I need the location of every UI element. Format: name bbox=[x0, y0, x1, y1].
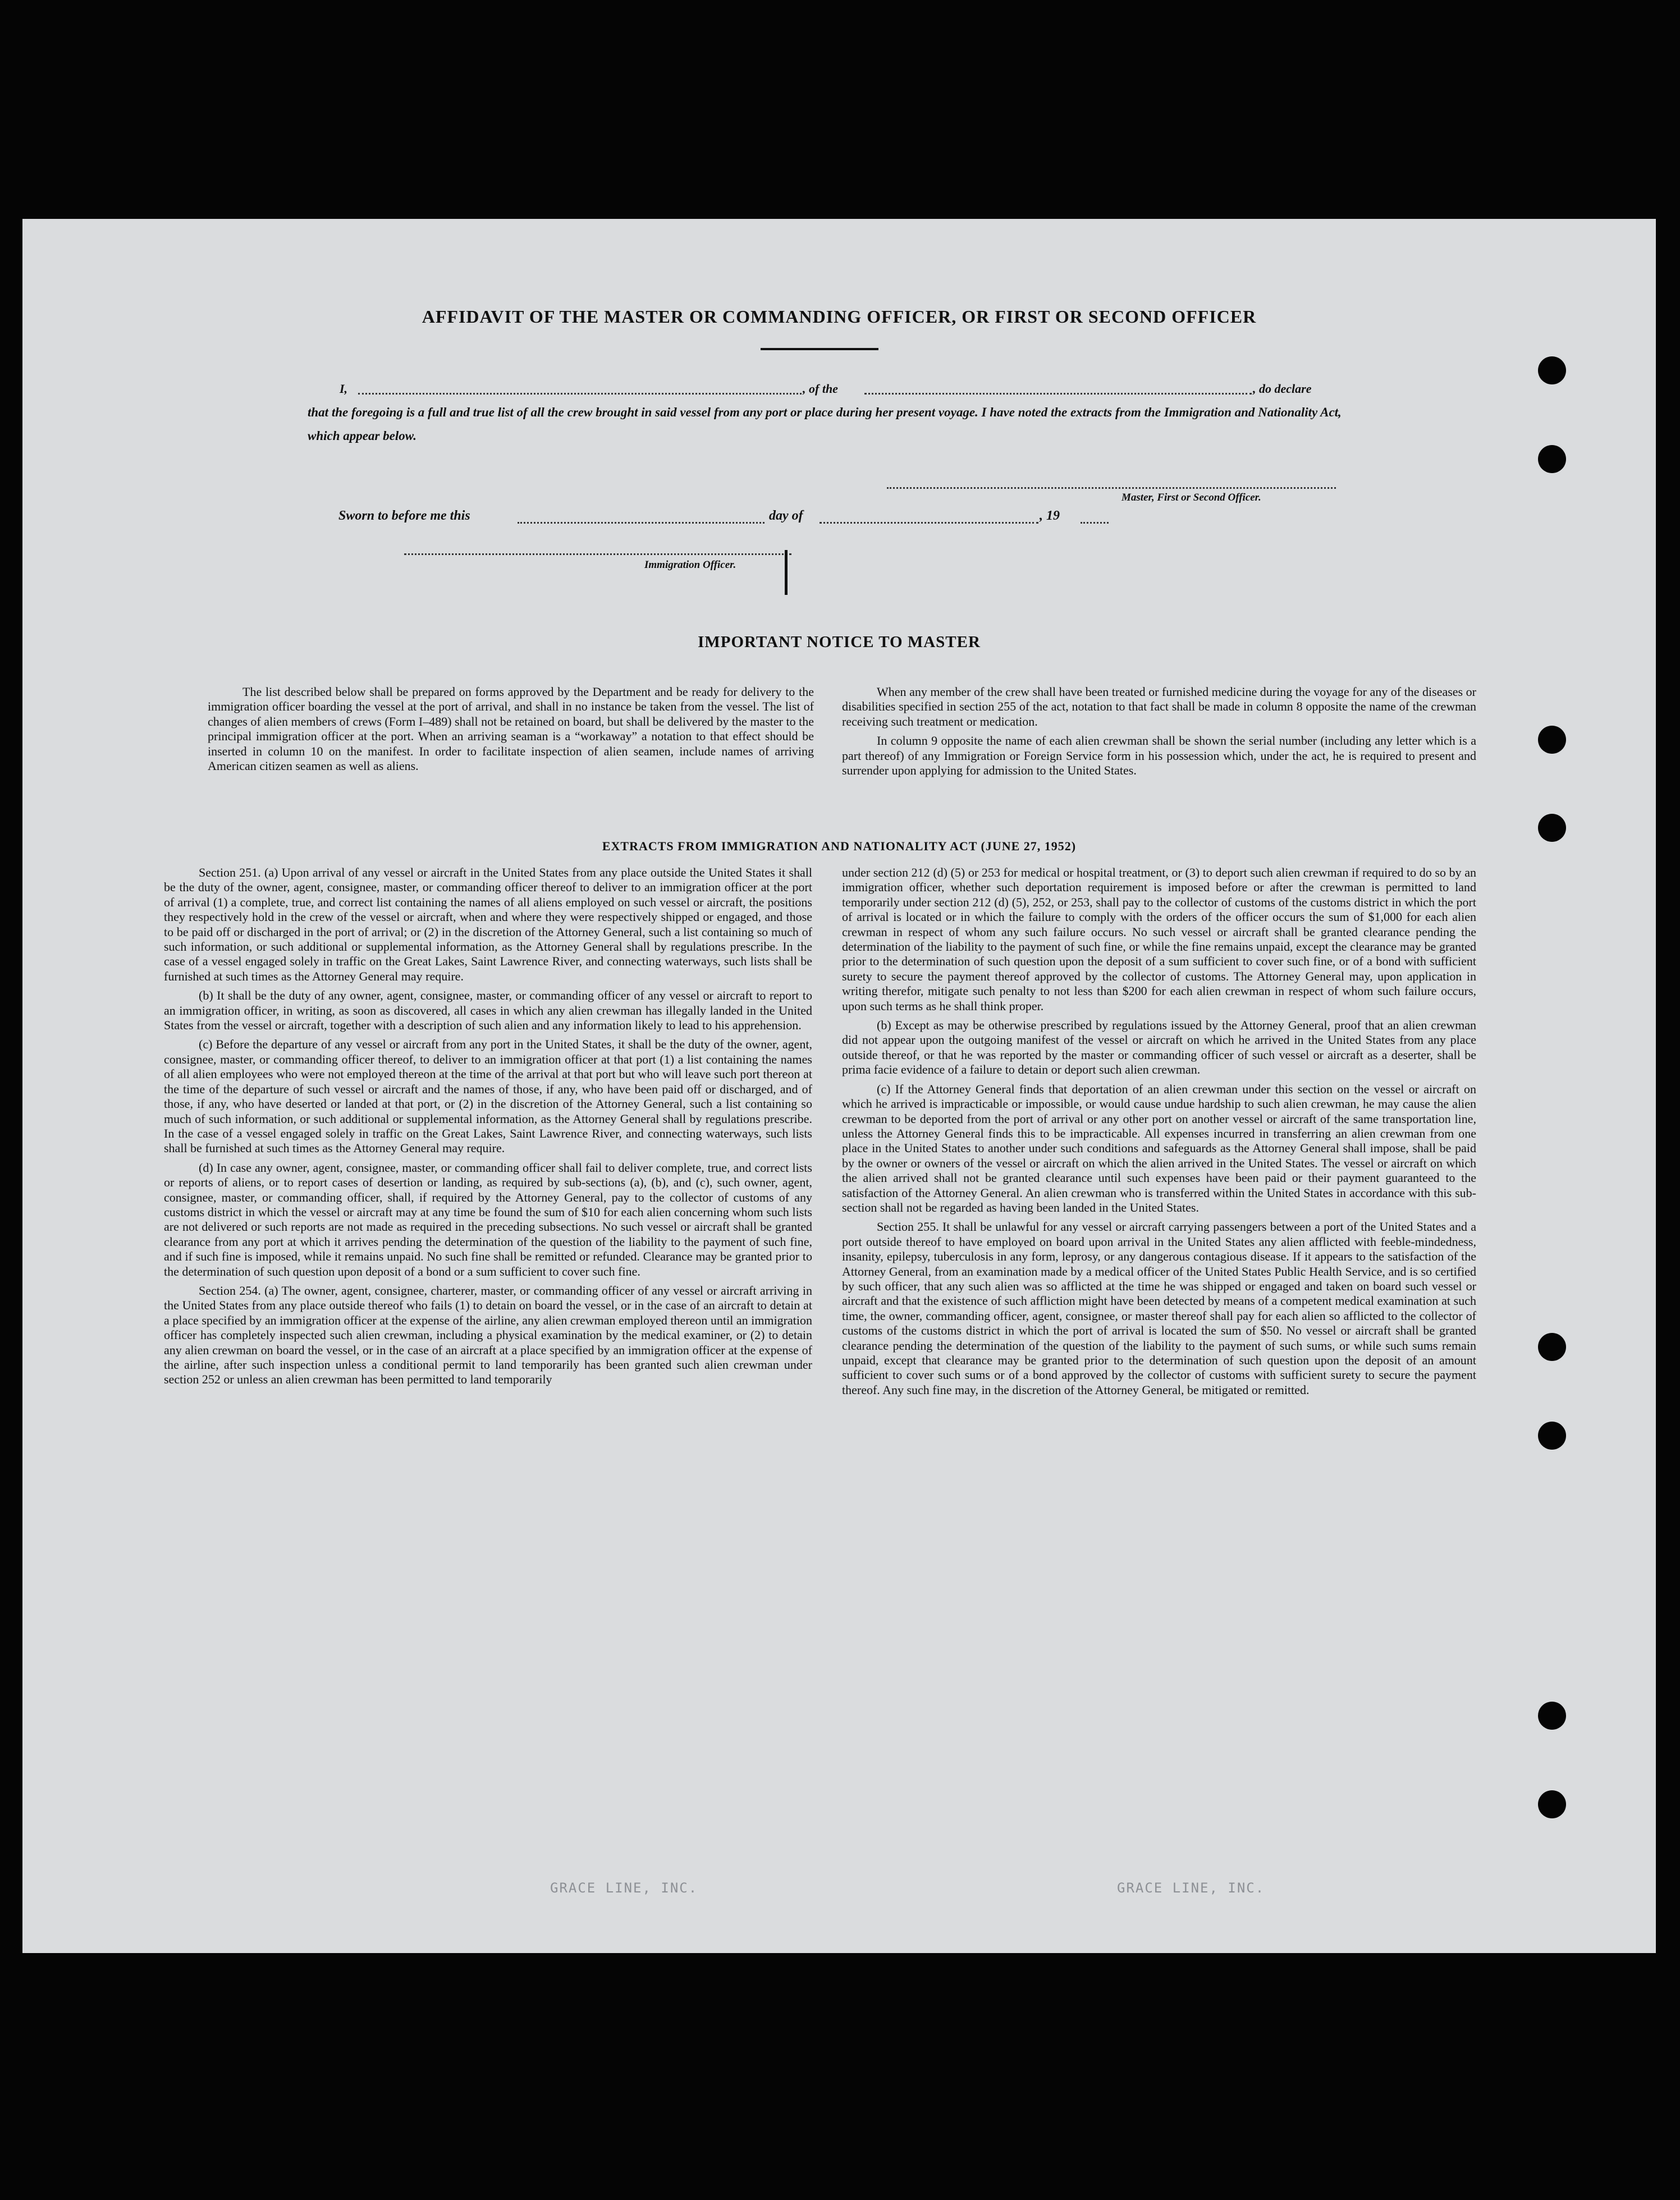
declarant-label: I, bbox=[340, 382, 348, 396]
vessel-name-field[interactable] bbox=[864, 393, 1252, 395]
section-254-a-continued: under section 212 (d) (5) or 253 for medical or hospital treatment, or (3) to deport such alien crewman if required to do so by an immigration officer, whether such deportation requirement is imposed before or after the crewman is permitted to land temporarily under section 212 (d) (5), 252, or 253, shall pay to the collector of customs of the customs district in which the port of arrival is located or in which the failure to comply with the orders of the officer occurs the sum of $1,000 for each alien crewman in respect of whom any such failure occurs. No such vessel or aircraft shall be granted clearance pending the determination of the liability to the payment of such fine, or while the fine remains unpaid, except the clearance may be granted prior to the determination of such question upon the deposit of a sum sufficient to cover such fine, or of a bond with sufficient surety to secure the payment thereof approved by the collector of customs. The Attorney General may, upon application in writing therefor, mitigate such penalty to not less than $200 for each alien crewman in respect of whom such failure occurs, upon such terms as he shall think proper. bbox=[842, 865, 1476, 1013]
punch-hole bbox=[1538, 1422, 1566, 1450]
section-254-b: (b) Except as may be otherwise prescribed by regulations issued by the Attorney General, proof that an alien crewman did not appear upon the outgoing manifest of the vessel or aircraft on which he arrived in the United States from any place outside thereof, or that he was reported by the master or commanding officer of such vessel or aircraft as a deserter, shall be prima facie evidence of a failure to detain or deport such alien crewman. bbox=[842, 1018, 1476, 1077]
extracts-right-column bbox=[842, 865, 1476, 1402]
extracts-left-column bbox=[164, 865, 812, 1392]
punch-hole bbox=[1538, 445, 1566, 473]
section-255: Section 255. It shall be unlawful for any vessel or aircraft carrying passengers between a port of the United States and a port outside thereof to have employed on board upon arrival in the United States any alien afflicted with feeble-mindedness, insanity, epilepsy, tuberculosis in any form, leprosy, or any dangerous contagious disease. If it appears to the satisfaction of the Attorney General, from an examination made by a medical officer of the United States Public Health Service, and is so certified by such officer, that any such alien was so afflicted at the time he was shipped or engaged and taken on board such vessel or aircraft and that the existence of such affliction might have been detected by means of a competent medical examination at such time, the owner, commanding officer, agent, consignee, or master thereof shall pay for each alien so afflicted to the collector of customs of the customs district in which the port of arrival is located the sum of $50. No vessel or aircraft shall be granted clearance pending the determination of the question of the liability to the payment of such sums, or while such sums remain unpaid, except that clearance may be granted prior to the determination of such question upon the deposit of an amount sufficient to cover such sums or of a bond approved by the collector of customs with sufficient surety to secure the payment thereof. Any such fine may, in the discretion of the Attorney General, be mitigated or remitted. bbox=[842, 1220, 1476, 1397]
section-251-c: (c) Before the departure of any vessel or aircraft from any port in the United States, it shall be the duty of the owner, agent, consignee, master, or commanding officer thereof, to deliver to an immigration officer at that port (1) a list containing the names of all alien employees who were not employed thereon at the time of the arrival at that port but who will leave such port thereon at the time of the departure of such vessel or aircraft and the names of those, if any, who have been paid off or discharged, and of those, if any, who have deserted or landed at that port, or (2) in the discretion of the Attorney General, such a list containing so much of such information, or such additional or supplemental information, as the Attorney General shall by regulations prescribe. In the case of a vessel engaged solely in traffic on the Great Lakes, Saint Lawrence River, and connecting waterways, such lists shall be furnished at such times as the Attorney General may require. bbox=[164, 1037, 812, 1156]
section-251-b: (b) It shall be the duty of any owner, agent, consignee, master, or commanding officer of any vessel or aircraft to report to an immigration officer, in writing, as soon as discovered, all cases in which any alien crewman has illegally landed in the United States from the vessel or aircraft, together with a description of such alien and any information likely to lead to his apprehension. bbox=[164, 988, 812, 1033]
notice-title: IMPORTANT NOTICE TO MASTER bbox=[698, 633, 981, 651]
notice-left-column bbox=[208, 685, 814, 778]
punch-hole bbox=[1538, 726, 1566, 754]
punch-hole bbox=[1538, 356, 1566, 384]
bleedthrough-text-left: GRACE LINE, INC. bbox=[550, 1880, 698, 1896]
punch-hole bbox=[1538, 1790, 1566, 1818]
punch-hole bbox=[1538, 1702, 1566, 1730]
punch-hole bbox=[1538, 1333, 1566, 1361]
notice-right-paragraph-1: When any member of the crew shall have been treated or furnished medicine during the voyage for any of the diseases or disabilities specified in section 255 of the act, notation to that fact shall be made in column 8 opposite the name of the crewman receiving such treatment or medication. bbox=[842, 685, 1476, 728]
vertical-mark bbox=[785, 550, 788, 595]
section-254-a: Section 254. (a) The owner, agent, consignee, charterer, master, or commanding officer of any vessel or aircraft arriving in the United States from any place outside thereof who fails (1) to detain on board the vessel, or in the case of an aircraft to detain at a place specified by an immigration officer at the expense of the airline, any alien crewman employed thereon until an immigration officer has completely inspected such alien crewman, including a physical examination by the medical examiner, or (2) to detain any alien crewman on board the vessel, or in the case of an aircraft at a place specified by an immigration officer at the expense of the airline, after such inspection unless a conditional permit to land temporarily has been granted such alien crewman under section 252 or unless an alien crewman has been permitted to land temporarily bbox=[164, 1283, 812, 1387]
immigration-officer-label: Immigration Officer. bbox=[644, 559, 736, 571]
extracts-title: EXTRACTS FROM IMMIGRATION AND NATIONALITY ACT (JUNE 27, 1952) bbox=[602, 839, 1077, 853]
sworn-month-field[interactable] bbox=[820, 522, 1038, 524]
punch-hole bbox=[1538, 814, 1566, 842]
notice-right-column bbox=[842, 685, 1476, 782]
immigration-officer-signature-field[interactable] bbox=[404, 553, 791, 555]
master-signature-label: Master, First or Second Officer. bbox=[1121, 492, 1261, 503]
day-of-label: day of bbox=[769, 508, 803, 523]
year-label: , 19 bbox=[1040, 508, 1060, 523]
section-251-a: Section 251. (a) Upon arrival of any vessel or aircraft in the United States from any place outside the United States it shall be the duty of the owner, agent, consignee, master, or commanding officer thereof to deliver to an immigration officer at the port of arrival (1) a complete, true, and correct list containing the names of all aliens employed on such vessel or aircraft, the positions they respectively hold in the crew of the vessel or aircraft, when and where they were respectively shipped or engaged, and those to be paid off or discharged in the port of arrival; or (2) in the discretion of the Attorney General, such a list containing so much of such information, or such additional or supplemental information, as the Attorney General shall by regulations prescribe. In the case of a vessel engaged solely in traffic on the Great Lakes, Saint Lawrence River, and connecting waterways, such lists shall be furnished at such times as the Attorney General may require. bbox=[164, 865, 812, 983]
section-251-d: (d) In case any owner, agent, consignee, master, or commanding officer shall fail to deliver complete, true, and correct lists or reports of aliens, or to report cases of desertion or landing, as required by sub-sections (a), (b), and (c), such owner, agent, consignee, master, or commanding officer, shall, if required by the Attorney General, pay to the collector of customs of any customs district in which the vessel or aircraft may at any time be found the sum of $10 for each alien concerning whom such lists are not delivered or such reports are not made as required in the preceding subsections. No such vessel or aircraft shall be granted clearance from any port at which it arrives pending the determination of the question of the liability to the payment of such fine, and if such fine is imposed, while it remains unpaid. No such fine shall be remitted or refunded. Clearance may be granted prior to the determination of such question upon deposit of a bond or a sum sufficient to cover such fine. bbox=[164, 1160, 812, 1278]
affidavit-title: AFFIDAVIT OF THE MASTER OR COMMANDING OFFICER, OR FIRST OR SECOND OFFICER bbox=[422, 306, 1257, 327]
title-divider bbox=[761, 348, 878, 350]
bleedthrough-text-right: GRACE LINE, INC. bbox=[1117, 1880, 1265, 1896]
notice-right-paragraph-2: In column 9 opposite the name of each alien crewman shall be shown the serial number (including any letter which is a part thereof) of any Immigration or Foreign Service form in his possession which, under the act, he is required to present and surrender upon applying for admission to the United States. bbox=[842, 734, 1476, 778]
document-page bbox=[22, 219, 1656, 1953]
section-254-c: (c) If the Attorney General finds that deportation of an alien crewman under this section on the vessel or aircraft on which he arrived is impracticable or impossible, or would cause undue hardship to such alien crewman, he may cause the alien crewman to be deported from the port of arrival or any other port on another vessel or aircraft of the same transportation line, unless the Attorney General finds this to be impracticable. All expenses incurred in transferring an alien crewman from one place in the United States to another under such conditions and safeguards as the Attorney General shall impose, shall be paid by the owner or owners of the vessel or aircraft on which the alien arrived in the United States. The vessel or aircraft on which the alien arrived shall not be granted clearance until such expenses have been paid or their payment guaranteed to the satisfaction of the Attorney General. An alien crewman who is transferred within the United States in accordance with this sub-section shall not be regarded as having been landed in the United States. bbox=[842, 1081, 1476, 1214]
sworn-label: Sworn to before me this bbox=[338, 508, 470, 523]
do-declare-label: , do declare bbox=[1253, 382, 1312, 396]
sworn-day-field[interactable] bbox=[518, 522, 765, 524]
affidavit-statement: that the foregoing is a full and true list of all the crew brought in said vessel from any port or place during her present voyage. I have noted the extracts from the Immigration and Nationality Act, which appear below. bbox=[308, 405, 1342, 443]
sworn-year-field[interactable] bbox=[1081, 522, 1109, 524]
notice-left-paragraph: The list described below shall be prepared on forms approved by the Department and be ready for delivery to the immigration officer boarding the vessel at the port of arrival, and shall in no instance be taken from the vessel. The list of changes of alien members of crews (Form I–489) shall not be retained on board, but shall be delivered by the master to the principal immigration officer at the port. When an arriving seaman is a “workaway” a notation to that effect should be inserted in column 10 on the manifest. In order to facilitate inspection of alien seamen, include names of arriving American citizen seamen as well as aliens. bbox=[208, 685, 814, 773]
vessel-of-the-label: , of the bbox=[803, 382, 838, 396]
master-signature-field[interactable] bbox=[887, 487, 1336, 489]
declarant-name-field[interactable] bbox=[358, 393, 802, 395]
